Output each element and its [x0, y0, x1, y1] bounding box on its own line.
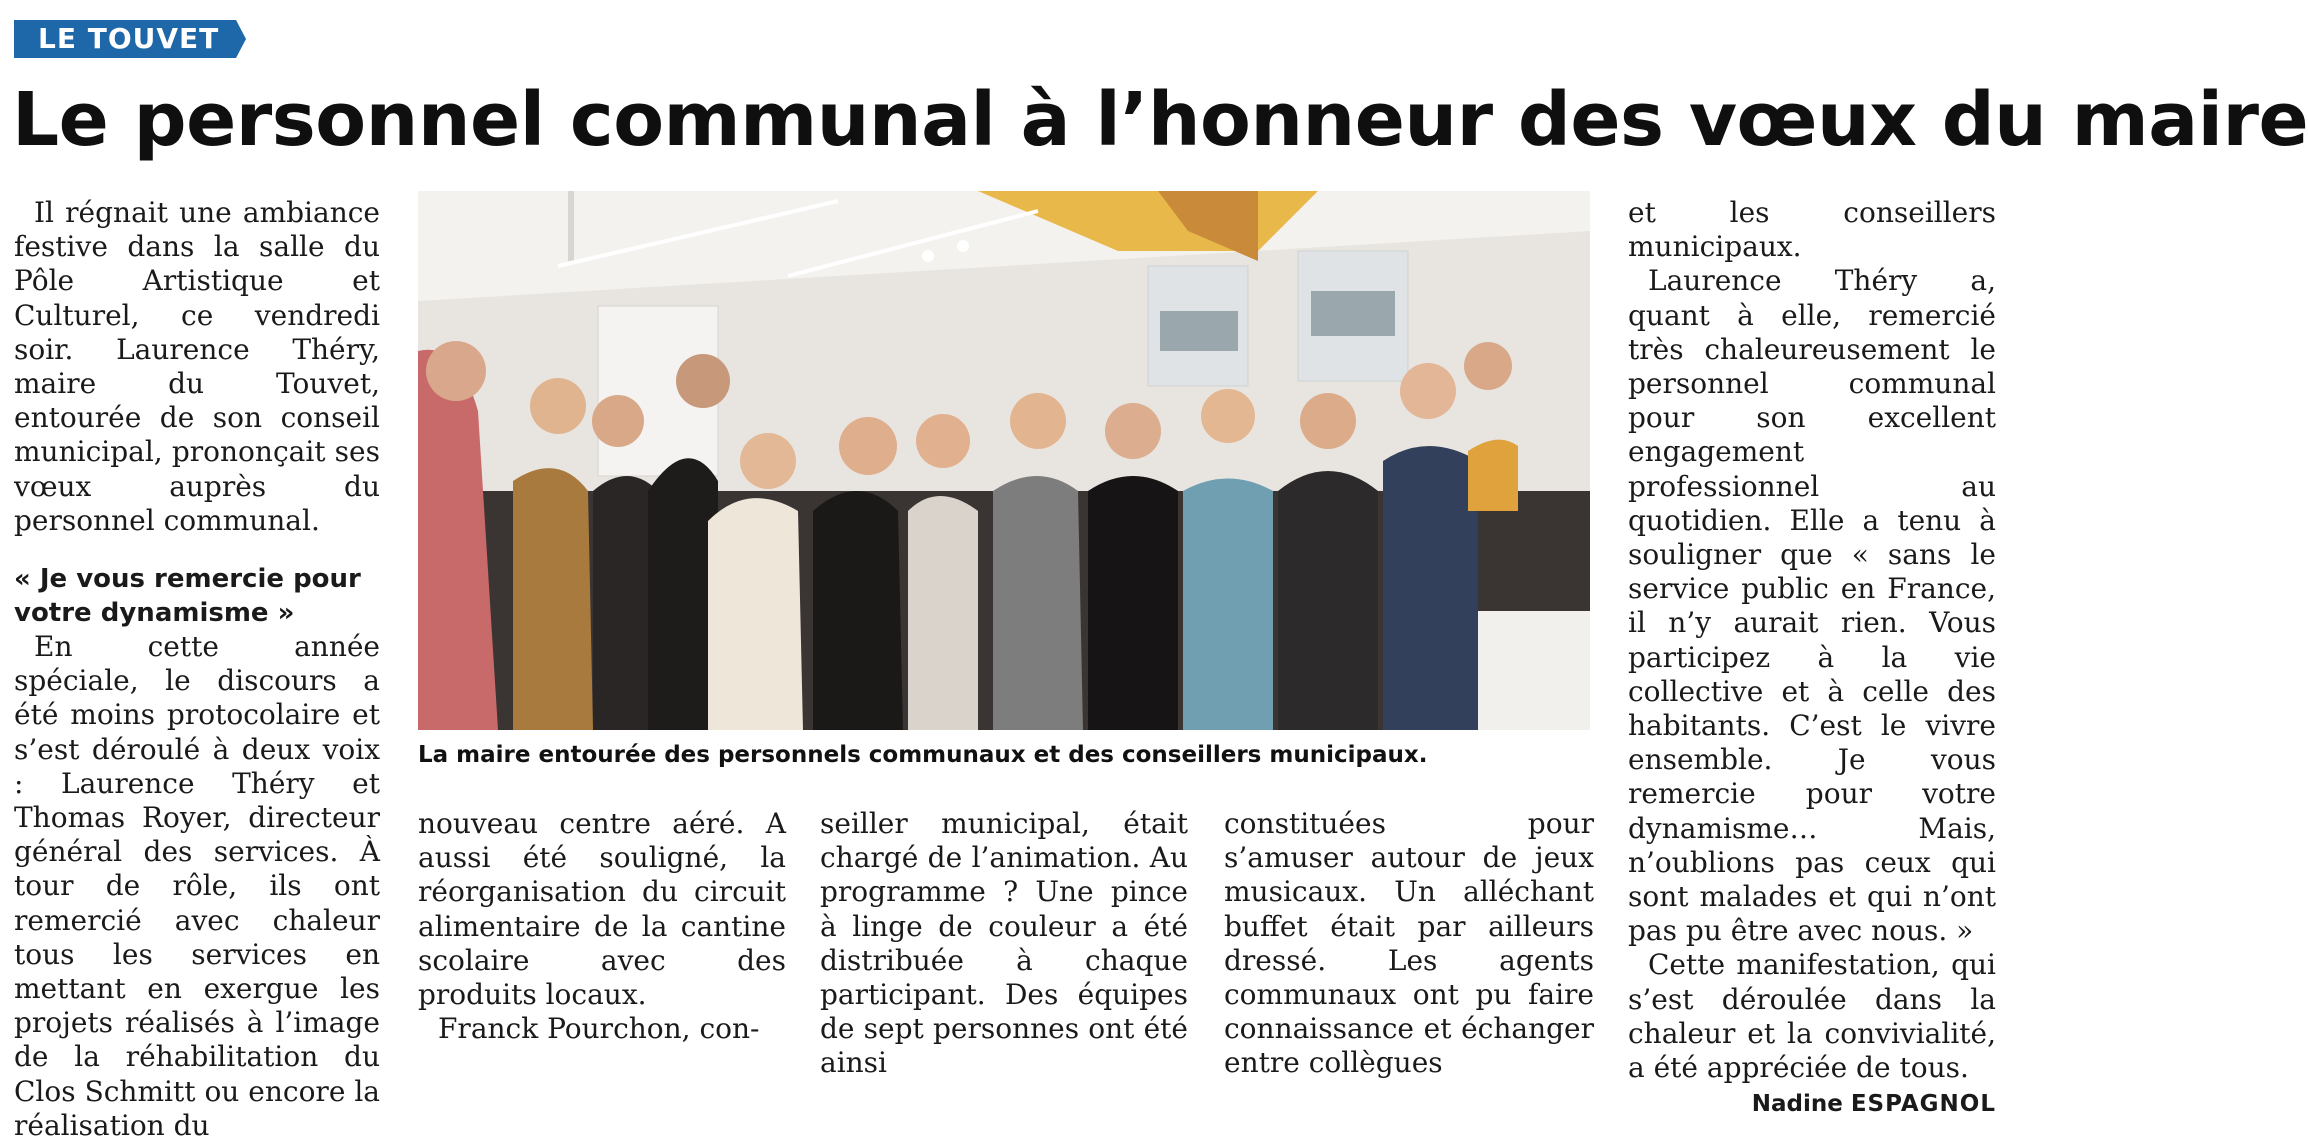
kicker-label: LE TOUVET — [38, 22, 220, 55]
paragraph-animation: seiller municipal, était chargé de l’animation. Au programme ? Une pince à linge de couleur a été distribuée à chaque participant. Des équipes de sept personnes ont été ainsi — [820, 807, 1188, 1080]
column-3 — [820, 807, 1188, 1081]
paragraph-councillors: et les conseillers municipaux. — [1628, 196, 1996, 264]
paragraph-mayor-thanks: Laurence Théry a, quant à elle, remercié très chaleureusement le personnel communal pour son excellent engagement professionnel au quotidien. Elle a tenu à souligner que « sans le service public en France, il n’y aurait rien. Vous participez à la vie collective et à celle des habitants. C’est le vivre ensemble. Je vous remercie pour votre dynamisme… Mais, n’oublions pas ceux qui sont malades et qui n’ont pas pu être avec nous. » — [1628, 264, 1996, 948]
paragraph-continued: nouveau centre aéré. A aussi été souligné, la réorganisation du circuit alimentaire de la cantine scolaire avec des produits locaux. — [418, 807, 786, 1012]
paragraph-buffet: constituées pour s’amuser autour de jeux musicaux. Un alléchant buffet était par ailleurs dressé. Les agents communaux ont pu faire connaissance et échanger entre collègues — [1224, 807, 1594, 1080]
paragraph-animation-start: Franck Pourchon, con- — [438, 1012, 760, 1046]
article-headline: Le personnel communal à l’honneur des vœux du maire — [12, 77, 2308, 163]
author-first-name: Nadine — [1751, 1091, 1843, 1118]
group-photo — [418, 191, 1590, 730]
subheading: « Je vous remercie pour votre dynamisme » — [14, 564, 361, 629]
paragraph-closing: Cette manifestation, qui s’est déroulée dans la chaleur et la convivialité, a été appréciée de tous. — [1628, 948, 1996, 1085]
group-photo-illustration — [418, 191, 1590, 730]
column-4 — [1224, 807, 1594, 1081]
column-2 — [418, 807, 786, 1046]
section-kicker — [14, 20, 246, 58]
author-last-name: ESPAGNOL — [1850, 1091, 1996, 1118]
column-5 — [1628, 196, 1996, 1121]
photo-caption: La maire entourée des personnels communaux et des conseillers municipaux. — [418, 742, 1428, 768]
paragraph-speech: En cette année spéciale, le discours a été moins protocolaire et s’est déroulé à deux voix : Laurence Théry et Thomas Royer, directeur général des services. À tour de rôle, ils ont remercié avec chaleur tous les services en mettant en exergue les projets réalisés à l’image de la réhabilitation du Clos Schmitt ou encore la réalisation du — [14, 630, 380, 1142]
author-byline — [1628, 1087, 1996, 1121]
paragraph-intro: Il régnait une ambiance festive dans la salle du Pôle Artistique et Culturel, ce vendredi soir. Laurence Théry, maire du Touvet, entourée de son conseil municipal, prononçait ses vœux auprès du personnel communal. — [14, 196, 380, 537]
column-1 — [14, 196, 380, 1143]
